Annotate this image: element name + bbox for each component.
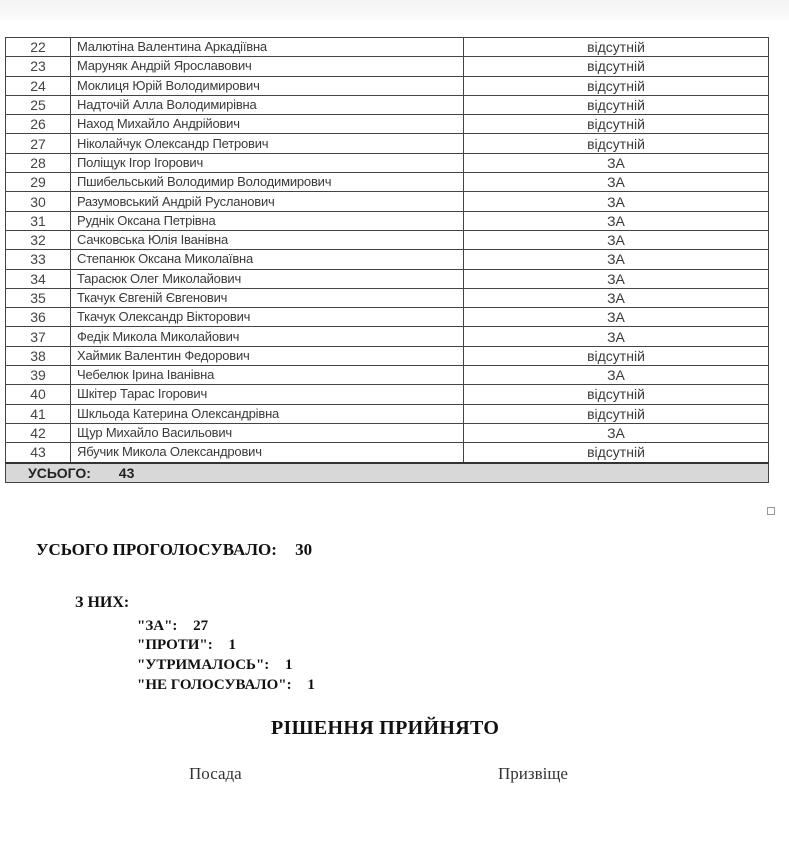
deputy-name: Шкльода Катерина Олександрівна (71, 404, 464, 423)
vote-result: ЗА (464, 269, 769, 288)
table-row (6, 134, 769, 153)
deputy-name: Ніколайчук Олександр Петрович (71, 134, 464, 153)
breakdown-abstained (137, 657, 293, 674)
table-row (6, 57, 769, 76)
deputy-name: Надточій Алла Володимирівна (71, 95, 464, 114)
row-number: 22 (6, 38, 71, 57)
deputy-name: Шкітер Тарас Ігорович (71, 385, 464, 404)
vote-result: відсутній (464, 57, 769, 76)
table-resize-handle[interactable] (767, 507, 775, 515)
vote-result: ЗА (464, 211, 769, 230)
vote-result: відсутній (464, 385, 769, 404)
row-number: 38 (6, 346, 71, 365)
row-number: 41 (6, 404, 71, 423)
table-row (6, 443, 769, 463)
breakdown-label: "ЗА": (137, 618, 178, 634)
table-row (6, 404, 769, 423)
deputy-name: Ябучик Микола Олександрович (71, 443, 464, 463)
table-row (6, 192, 769, 211)
table-row (6, 173, 769, 192)
row-number: 28 (6, 153, 71, 172)
vote-result: ЗА (464, 230, 769, 249)
table-row (6, 366, 769, 385)
vote-result: відсутній (464, 76, 769, 95)
deputy-name: Разумовський Андрій Русланович (71, 192, 464, 211)
row-number: 43 (6, 443, 71, 463)
total-row (6, 463, 769, 483)
breakdown-for (137, 618, 208, 635)
table-row (6, 153, 769, 172)
table-row (6, 211, 769, 230)
row-number: 27 (6, 134, 71, 153)
vote-result: ЗА (464, 288, 769, 307)
row-number: 37 (6, 327, 71, 346)
row-number: 36 (6, 308, 71, 327)
signature-position-label: Посада (189, 764, 242, 783)
table-row (6, 308, 769, 327)
breakdown-value: 1 (307, 677, 315, 693)
vote-result: відсутній (464, 443, 769, 463)
vote-roll-table (5, 37, 769, 483)
deputy-name: Ткачук Олександр Вікторович (71, 308, 464, 327)
vote-result: ЗА (464, 192, 769, 211)
table-row (6, 423, 769, 442)
deputy-name: Маруняк Андрій Ярославович (71, 57, 464, 76)
page-top-band (0, 0, 789, 20)
deputy-name: Щур Михайло Васильович (71, 423, 464, 442)
vote-result: ЗА (464, 327, 769, 346)
table-row (6, 269, 769, 288)
total-cell (6, 463, 769, 483)
row-number: 25 (6, 95, 71, 114)
deputy-name: Чебелюк Ірина Іванівна (71, 366, 464, 385)
vote-result: відсутній (464, 134, 769, 153)
vote-result: відсутній (464, 95, 769, 114)
vote-result: ЗА (464, 366, 769, 385)
table-row (6, 76, 769, 95)
deputy-name: Сачковська Юлія Іванівна (71, 230, 464, 249)
row-number: 42 (6, 423, 71, 442)
row-number: 34 (6, 269, 71, 288)
deputy-name: Федік Микола Миколайович (71, 327, 464, 346)
breakdown-value: 1 (285, 657, 293, 673)
vote-result: ЗА (464, 173, 769, 192)
vote-roll-body (6, 38, 769, 463)
deputy-name: Ткачук Євгеній Євгенович (71, 288, 464, 307)
deputy-name: Наход Михайло Андрійович (71, 115, 464, 134)
total-voted-label: УСЬОГО ПРОГОЛОСУВАЛО: (36, 540, 277, 559)
table-row (6, 115, 769, 134)
row-number: 30 (6, 192, 71, 211)
row-number: 33 (6, 250, 71, 269)
decision-heading: РІШЕННЯ ПРИЙНЯТО (271, 717, 500, 739)
deputy-name: Пшибельський Володимир Володимирович (71, 173, 464, 192)
total-label: УСЬОГО: (28, 464, 91, 481)
table-row (6, 288, 769, 307)
row-number: 23 (6, 57, 71, 76)
deputy-name: Поліщук Ігор Ігорович (71, 153, 464, 172)
row-number: 31 (6, 211, 71, 230)
deputy-name: Руднік Оксана Петрівна (71, 211, 464, 230)
vote-result: відсутній (464, 115, 769, 134)
breakdown-not-voted (137, 677, 315, 694)
breakdown-label: "НЕ ГОЛОСУВАЛО": (137, 677, 292, 693)
deputy-name: Малютіна Валентина Аркадіївна (71, 38, 464, 57)
table-row (6, 327, 769, 346)
deputy-name: Моклиця Юрій Володимирович (71, 76, 464, 95)
breakdown-label: "УТРИМАЛОСЬ": (137, 657, 270, 673)
table-row (6, 250, 769, 269)
row-number: 35 (6, 288, 71, 307)
vote-result: відсутній (464, 404, 769, 423)
vote-result: ЗА (464, 153, 769, 172)
table-row (6, 95, 769, 114)
table-row (6, 38, 769, 57)
vote-result: відсутній (464, 38, 769, 57)
of-them-label: З НИХ: (75, 594, 130, 611)
deputy-name: Хаймик Валентин Федорович (71, 346, 464, 365)
total-voted-line (36, 540, 312, 560)
total-voted-value: 30 (295, 540, 313, 559)
row-number: 24 (6, 76, 71, 95)
breakdown-value: 27 (193, 618, 209, 634)
breakdown-value: 1 (228, 637, 236, 653)
vote-result: відсутній (464, 346, 769, 365)
table-row (6, 230, 769, 249)
row-number: 39 (6, 366, 71, 385)
vote-result: ЗА (464, 308, 769, 327)
breakdown-label: "ПРОТИ": (137, 637, 213, 653)
row-number: 32 (6, 230, 71, 249)
row-number: 29 (6, 173, 71, 192)
row-number: 40 (6, 385, 71, 404)
signature-surname-label: Призвіще (498, 764, 568, 783)
table-row (6, 385, 769, 404)
deputy-name: Тарасюк Олег Миколайович (71, 269, 464, 288)
deputy-name: Степанюк Оксана Миколаївна (71, 250, 464, 269)
vote-result: ЗА (464, 423, 769, 442)
table-row (6, 346, 769, 365)
breakdown-against (137, 637, 236, 654)
row-number: 26 (6, 115, 71, 134)
total-count: 43 (118, 464, 135, 481)
vote-result: ЗА (464, 250, 769, 269)
